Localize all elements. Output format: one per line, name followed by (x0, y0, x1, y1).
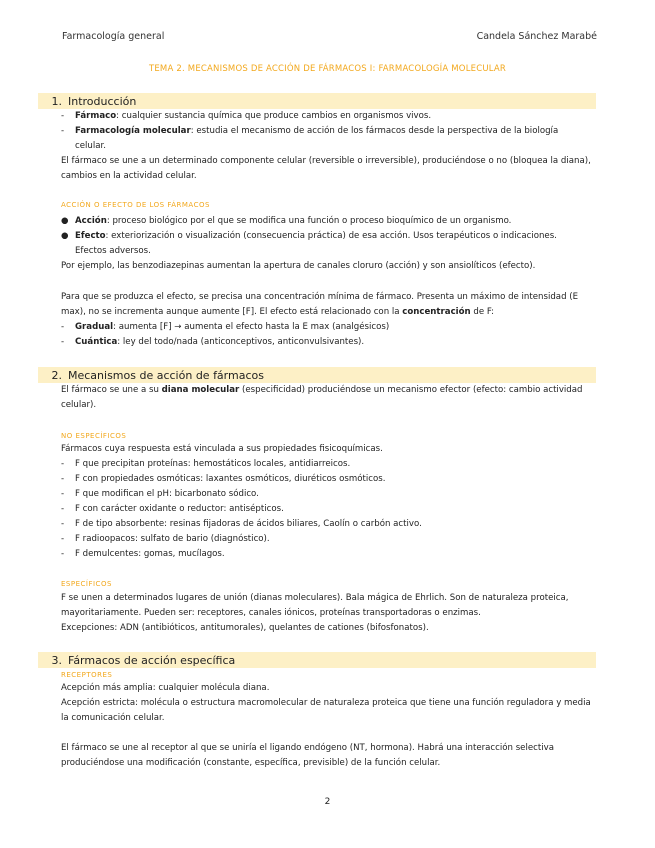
definition: : aumenta [F] → aumenta el efecto hasta la E max (analgésicos) (113, 322, 390, 332)
header-course: Farmacología general (62, 31, 165, 42)
term: Fármaco (75, 111, 117, 121)
definition: : ley del todo/nada (anticonceptivos, anticonvulsivantes). (117, 337, 365, 347)
list-item-text: F que modifican el pH: bicarbonato sódico. (75, 489, 259, 499)
list-item: ● Acción: proceso biológico por el que se modifica una función o proceso bioquímico de un organismo. (61, 216, 512, 226)
section-1-definitions (61, 109, 591, 184)
section-2-title: Mecanismos de acción de fármacos (68, 368, 264, 382)
section-1-heading (38, 93, 596, 109)
list-item: - Cuántica: ley del todo/nada (anticonceptivos, anticonvulsivantes). (61, 337, 365, 347)
section-3-title: Fármacos de acción específica (68, 653, 236, 667)
list-item: - F radioopacos: sulfato de bario (diagnóstico). (61, 534, 270, 544)
paragraph (61, 383, 591, 413)
section-2-especificos (61, 591, 591, 636)
term: Farmacología molecular (75, 126, 191, 136)
list-item: - F con propiedades osmóticas: laxantes osmóticos, diuréticos osmóticos. (61, 474, 386, 484)
section-3-number: 3. (51, 653, 62, 667)
subheading-especificos: ESPECÍFICOS (61, 580, 112, 588)
text-run: de F: (470, 307, 495, 317)
subheading-no-especificos: NO ESPECÍFICOS (61, 432, 127, 440)
page-number: 2 (324, 797, 331, 807)
term: Efecto (75, 231, 106, 241)
definition: : estudia el mecanismo de acción de los fármacos desde la perspectiva de la biología celular. (75, 126, 559, 151)
section-2-intro (61, 383, 591, 413)
section-2-no-especificos (61, 442, 591, 562)
list-item: - F de tipo absorbente: resinas fijadoras de ácidos biliares, Caolín o carbón activo. (61, 519, 422, 529)
text-run: Para que se produzca el efecto, se precisa una concentración mínima de fármaco. Presenta un máximo de intensidad (E max), no se incrementa aunque aumente [F]. El efecto está relacionado con la (61, 292, 579, 317)
section-1-concentracion (61, 290, 591, 350)
list-item: - Farmacología molecular: estudia el mecanismo de acción de los fármacos desde la perspectiva de la biología celular. (61, 126, 559, 151)
paragraph: El fármaco se une al receptor al que se uniría el ligando endógeno (NT, hormona). Habrá una interacción selectiva produciéndose una modificación (constante, específica, previsible) de la función celular. (61, 743, 554, 768)
list-item: - F con carácter oxidante o reductor: antisépticos. (61, 504, 284, 514)
paragraph: El fármaco se une a un determinado componente celular (reversible o irreversible), produciéndose o no (bloquea la diana), cambios en la actividad celular. (61, 156, 591, 181)
subheading-accion-efecto: ACCIÓN O EFECTO DE LOS FÁRMACOS (61, 201, 210, 209)
definition: : cualquier sustancia química que produce cambios en organismos vivos. (116, 111, 432, 121)
section-1-number: 1. (51, 94, 62, 108)
term: concentración (402, 307, 471, 317)
paragraph: Excepciones: ADN (antibióticos, antitumorales), quelantes de cationes (bifosfonatos). (61, 623, 429, 633)
list-item: - Gradual: aumenta [F] → aumenta el efecto hasta la E max (analgésicos) (61, 322, 390, 332)
section-3-receptores (61, 681, 591, 726)
paragraph: Acepción estricta: molécula o estructura macromolecular de naturaleza proteica que tiene una función reguladora y media la comunicación celular. (61, 698, 591, 723)
section-3-interaccion (61, 741, 591, 771)
term: Cuántica (75, 337, 118, 347)
section-1-accion-efecto (61, 214, 591, 274)
definition: : exteriorización o visualización (consecuencia práctica) de esa acción. Usos terapéuticos o indicaciones. Efectos adversos. (75, 231, 557, 256)
definition: : proceso biológico por el que se modifica una función o proceso bioquímico de un organismo. (106, 216, 512, 226)
list-item-text: F con propiedades osmóticas: laxantes osmóticos, diuréticos osmóticos. (75, 474, 386, 484)
paragraph (61, 290, 591, 320)
subheading-receptores: RECEPTORES (61, 671, 113, 679)
list-item: ● Efecto: exteriorización o visualización (consecuencia práctica) de esa acción. Usos terapéuticos o indicaciones. Efectos adversos. (61, 231, 557, 256)
section-2-number: 2. (51, 368, 62, 382)
paragraph: Por ejemplo, las benzodiazepinas aumentan la apertura de canales cloruro (acción) y son ansiolíticos (efecto). (61, 261, 536, 271)
paragraph: Fármacos cuya respuesta está vinculada a sus propiedades fisicoquímicas. (61, 444, 383, 454)
paragraph: F se unen a determinados lugares de unión (dianas moleculares). Bala mágica de Ehrlich. Son de naturaleza proteica, mayoritariamente. Pueden ser: receptores, canales iónicos, proteínas transportadoras o enzimas. (61, 593, 569, 618)
list-item: - F demulcentes: gomas, mucílagos. (61, 549, 225, 559)
list-item: - Fármaco: cualquier sustancia química que produce cambios en organismos vivos. (61, 111, 432, 121)
text-run: (especificidad) produciéndose un mecanismo efector (efecto: cambio actividad celular). (61, 385, 583, 410)
list-item-text: F que precipitan proteínas: hemostáticos locales, antidiarreicos. (75, 459, 351, 469)
list-item-text: F demulcentes: gomas, mucílagos. (75, 549, 225, 559)
term: Acción (75, 216, 107, 226)
document-title: TEMA 2. MECANISMOS DE ACCIÓN DE FÁRMACOS I: FARMACOLOGÍA MOLECULAR (148, 64, 507, 74)
header-author: Candela Sánchez Marabé (476, 31, 597, 42)
list-item-text: F radioopacos: sulfato de bario (diagnóstico). (75, 534, 270, 544)
section-3-heading (38, 652, 596, 668)
text-run: El fármaco se une a su (61, 385, 162, 395)
term: Gradual (75, 322, 114, 332)
section-1-title: Introducción (68, 94, 137, 108)
list-item-text: F con carácter oxidante o reductor: antisépticos. (75, 504, 284, 514)
list-item: - F que precipitan proteínas: hemostáticos locales, antidiarreicos. (61, 459, 351, 469)
list-item-text: F de tipo absorbente: resinas fijadoras de ácidos biliares, Caolín o carbón activo. (75, 519, 422, 529)
paragraph: Acepción más amplia: cualquier molécula diana. (61, 683, 270, 693)
term: diana molecular (161, 385, 240, 395)
list-item: - F que modifican el pH: bicarbonato sódico. (61, 489, 259, 499)
section-2-heading (38, 367, 596, 383)
